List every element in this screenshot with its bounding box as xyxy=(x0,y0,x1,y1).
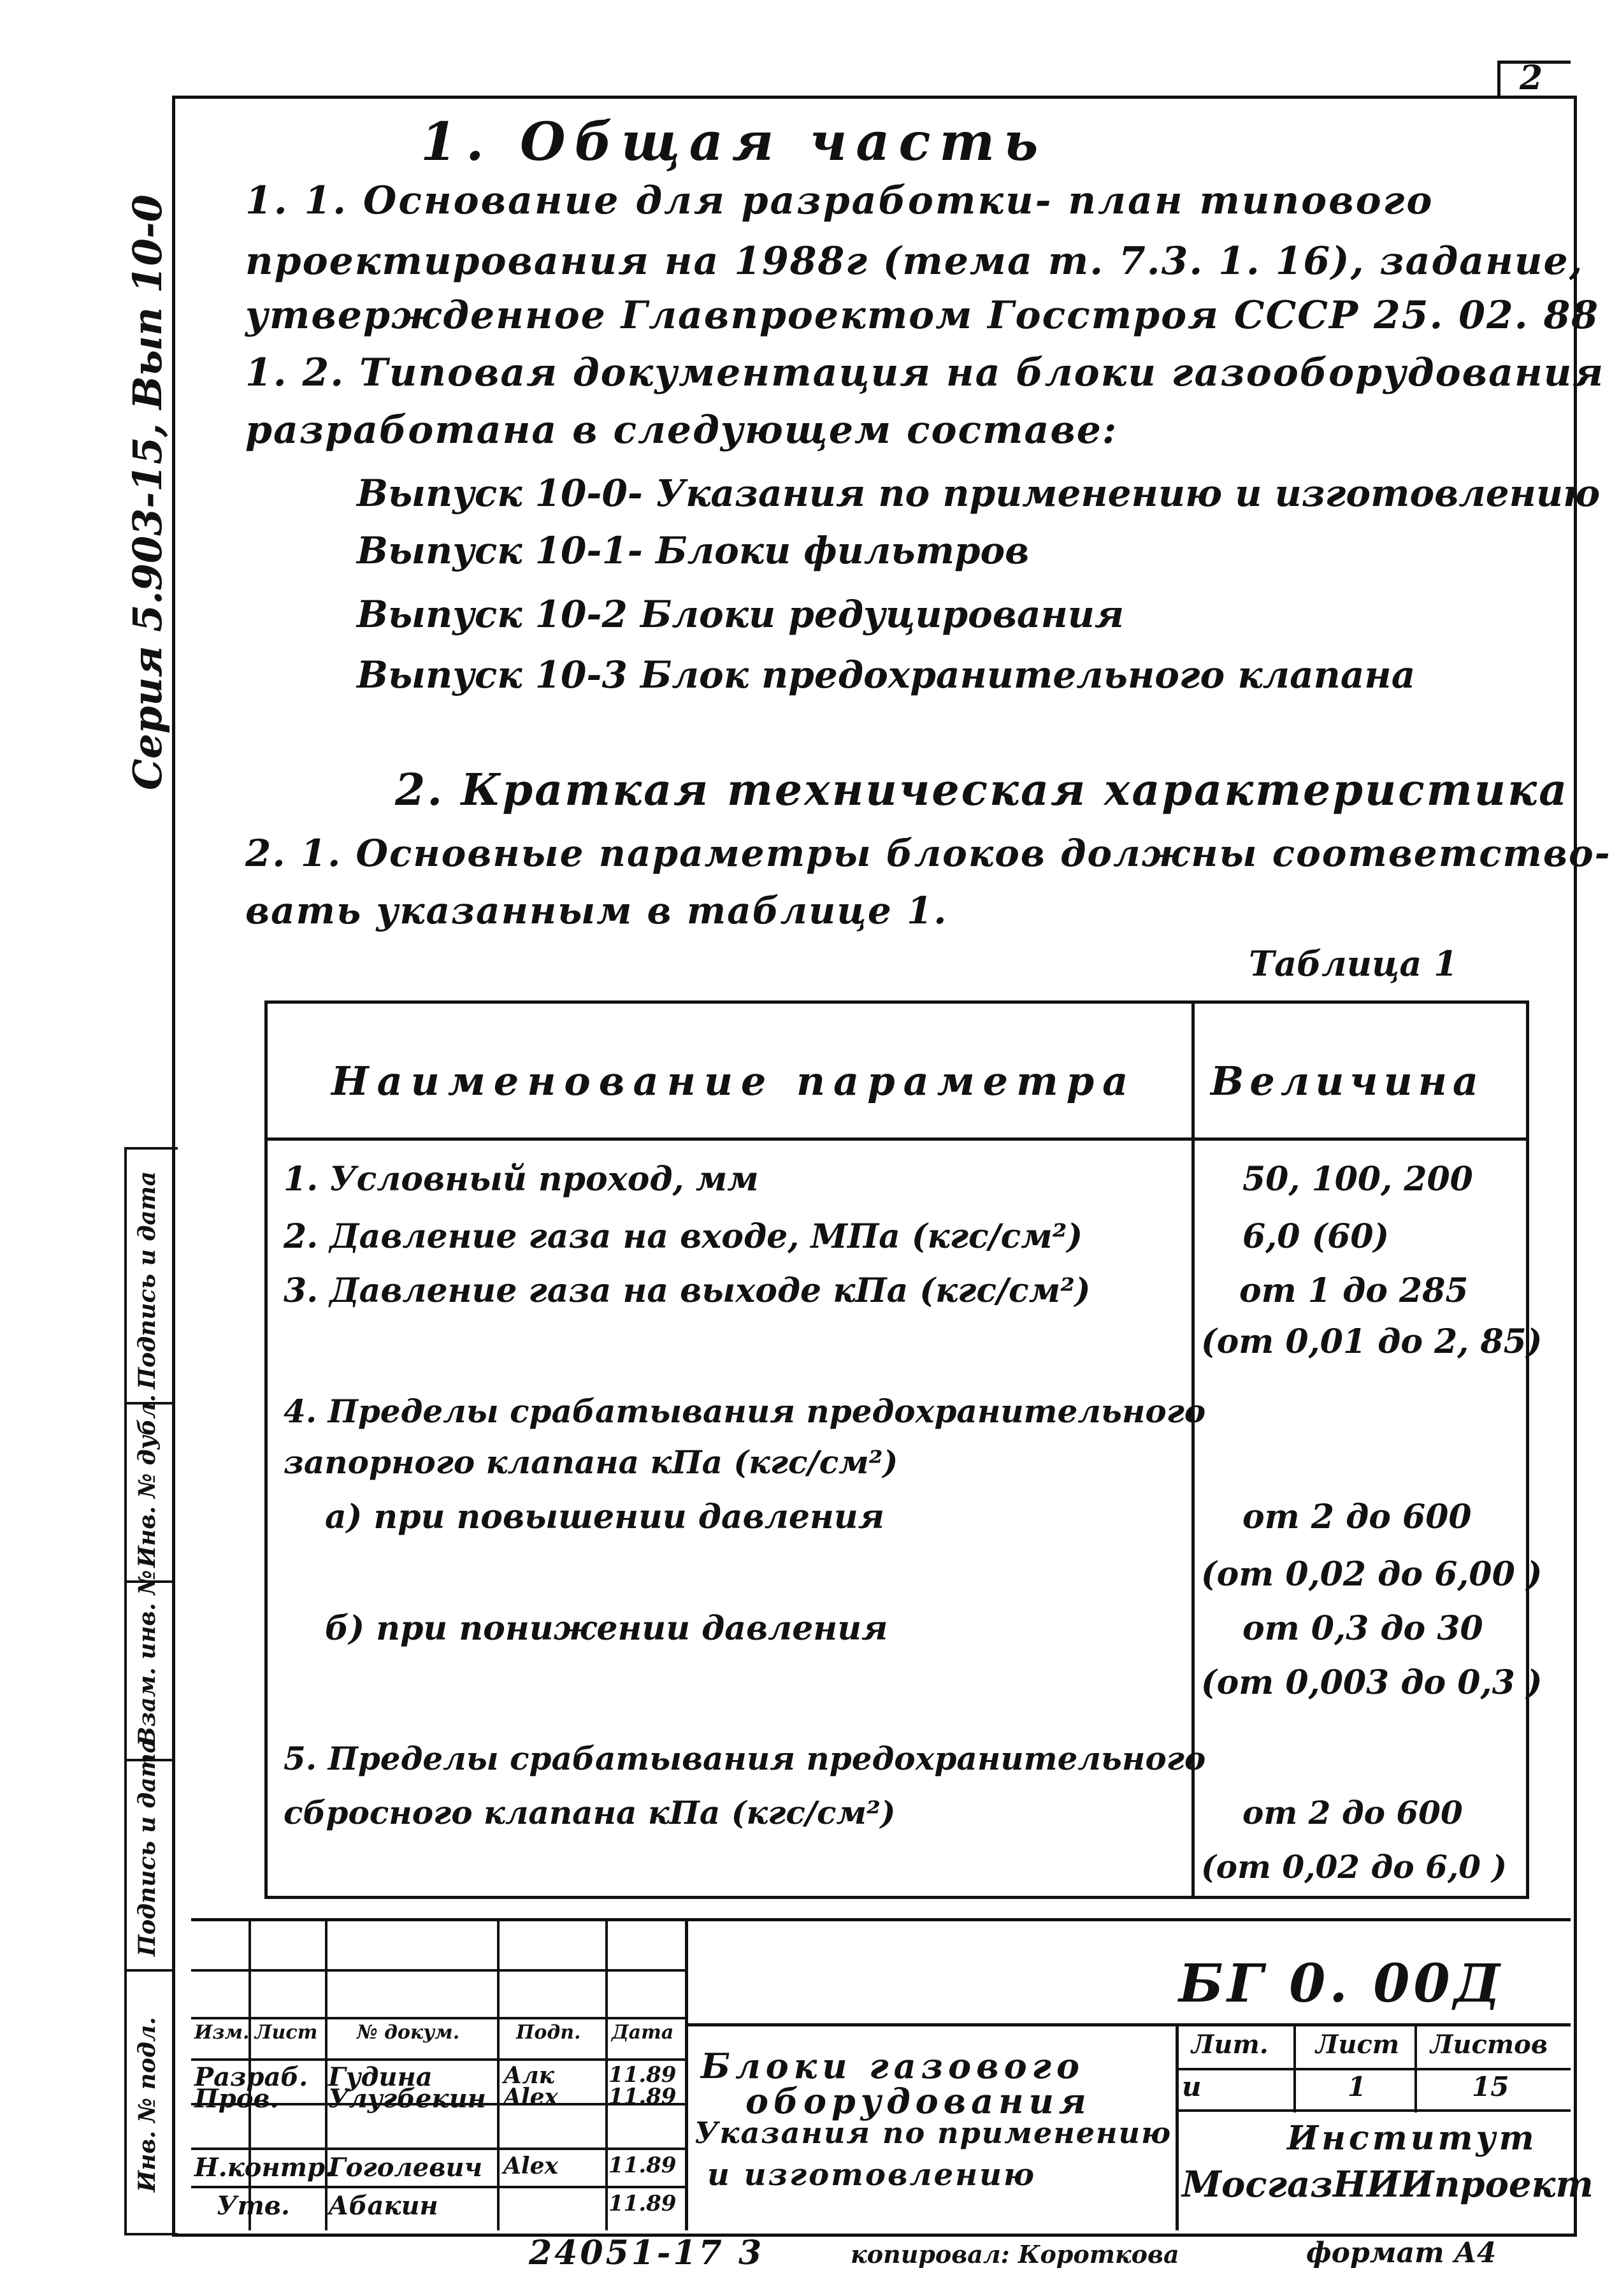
title-block-top xyxy=(191,1918,1571,1921)
grid-line xyxy=(191,2186,685,2188)
stage-value: 15 xyxy=(1472,2071,1509,2102)
stage-header: Лист xyxy=(1316,2030,1400,2060)
paragraph-line: 1. 2. Типовая документация на блоки газооборудования xyxy=(245,350,1605,395)
issue-item: Выпуск 10-0- Указания по применению и изготовлению xyxy=(357,472,1601,515)
grid-line xyxy=(191,1969,685,1972)
stage-header: Лит. xyxy=(1191,2030,1269,2060)
stage-value: и xyxy=(1182,2071,1202,2102)
table-value: (от 0,02 до 6,0 ) xyxy=(1201,1848,1507,1886)
left-stamp-divider xyxy=(124,1969,175,1972)
role-sign: Алк xyxy=(503,2062,555,2089)
table-value: от 1 до 285 xyxy=(1239,1271,1469,1310)
table-value: от 2 до 600 xyxy=(1242,1794,1463,1831)
table-param: сбросного клапана кПа (кгс/см²) xyxy=(284,1794,896,1831)
document-code: БГ 0. 00Д xyxy=(1179,1953,1504,2014)
stage-divider xyxy=(1414,2023,1417,2112)
table-caption: Таблица 1 xyxy=(1249,943,1458,984)
grid-line xyxy=(191,2058,685,2061)
grid-line xyxy=(191,2148,685,2150)
role-label: Разраб. xyxy=(194,2062,308,2092)
doc-title-line: и изготовлению xyxy=(707,2157,1037,2193)
doc-title-line: оборудования xyxy=(745,2081,1091,2121)
table-value: (от 0,003 до 0,3 ) xyxy=(1201,1663,1543,1702)
role-date: 11.89 xyxy=(608,2191,677,2216)
grid-line xyxy=(497,1918,500,2230)
role-name: Улугбекин xyxy=(328,2084,486,2114)
rev-header: Изм. xyxy=(194,2021,250,2044)
doc-title-line: Блоки газового xyxy=(701,2046,1085,2086)
rev-header: Подп. xyxy=(516,2021,581,2044)
table-value: от 0,3 до 30 xyxy=(1242,1609,1483,1648)
organization-line: Институт xyxy=(1287,2119,1537,2158)
issue-item: Выпуск 10-3 Блок предохранительного клапана xyxy=(357,653,1416,697)
footer-format: формат А4 xyxy=(1306,2237,1497,2269)
paragraph-line: утвержденное Главпроектом Госстроя СССР 25. 02. 88 xyxy=(245,293,1600,338)
paragraph-line: 1. 1. Основание для разработки- план типового xyxy=(245,178,1434,223)
table-value: от 2 до 600 xyxy=(1242,1498,1472,1536)
table-param: 2. Давление газа на входе, МПа (кгс/см²) xyxy=(284,1217,1083,1256)
issue-item: Выпуск 10-2 Блоки редуцирования xyxy=(357,593,1125,636)
doc-title-line: Указания по применению xyxy=(694,2116,1172,2150)
role-label: Н.контр. xyxy=(194,2153,334,2183)
stage-divider xyxy=(1176,2109,1571,2112)
stage-value: 1 xyxy=(1348,2071,1367,2102)
table-value: 50, 100, 200 xyxy=(1242,1160,1473,1199)
paragraph-line: разработана в следующем составе: xyxy=(245,408,1118,452)
left-stamp-label: Подпись и дата xyxy=(134,1171,161,1389)
left-stamp-label: Инв. № подл. xyxy=(134,2017,161,2192)
footer-number: 24051-17 3 xyxy=(529,2234,765,2272)
page-number: 2 xyxy=(1520,59,1543,97)
role-name: Абакин xyxy=(328,2191,438,2221)
stage-divider xyxy=(1176,2023,1179,2230)
rev-header: № докум. xyxy=(357,2021,460,2044)
left-stamp-label: Взам. инв. № xyxy=(134,1570,161,1746)
table-header-param: Наименование параметра xyxy=(331,1058,1137,1104)
role-date: 11.89 xyxy=(608,2062,677,2088)
table-value: (от 0,01 до 2, 85) xyxy=(1201,1322,1543,1361)
table-param: б) при понижении давления xyxy=(325,1609,888,1648)
table-header-value: Величина xyxy=(1211,1058,1485,1104)
issue-item: Выпуск 10-1- Блоки фильтров xyxy=(357,529,1030,572)
paragraph-line: 2. 1. Основные параметры блоков должны соответство- xyxy=(245,832,1611,875)
footer-copied: копировал: Короткова xyxy=(851,2240,1179,2269)
grid-line xyxy=(191,2017,685,2019)
series-label: Серия 5.903-15, Вып 10-0 xyxy=(124,194,171,790)
table-param: а) при повышении давления xyxy=(325,1498,885,1536)
role-date: 11.89 xyxy=(608,2084,677,2109)
role-sign: Alex xyxy=(503,2153,558,2179)
role-label: Утв. xyxy=(217,2191,290,2221)
table-param: 1. Условный проход, мм xyxy=(284,1160,759,1199)
table-value: (от 0,02 до 6,00 ) xyxy=(1201,1555,1543,1594)
role-name: Гудина xyxy=(328,2062,433,2092)
role-sign: Alex xyxy=(503,2084,558,2111)
table-param: запорного клапана кПа (кгс/см²) xyxy=(284,1443,898,1481)
title-block-left-divider xyxy=(685,1918,688,2230)
role-label: Пров. xyxy=(194,2084,279,2114)
grid-line xyxy=(605,1918,608,2230)
table-value: 6,0 (60) xyxy=(1242,1217,1390,1256)
table-param: 4. Пределы срабатывания предохранительного xyxy=(284,1392,1206,1430)
grid-line xyxy=(325,1918,327,2230)
role-name: Гоголевич xyxy=(328,2153,483,2183)
title-block-code-divider xyxy=(685,2023,1571,2026)
table-param: 5. Пределы срабатывания предохранительного xyxy=(284,1740,1206,1777)
stage-divider xyxy=(1176,2068,1571,2070)
section1-title: 1. Общая часть xyxy=(421,112,1047,173)
table-header-divider xyxy=(264,1137,1526,1141)
role-date: 11.89 xyxy=(608,2153,677,2178)
rev-header: Дата xyxy=(612,2021,674,2044)
section2-title: 2. Краткая техническая характеристика xyxy=(395,765,1569,816)
stage-divider xyxy=(1293,2023,1296,2112)
paragraph-line: проектирования на 1988г (тема т. 7.3. 1. 16), задание, xyxy=(245,239,1584,284)
left-stamp-label: Инв. № дубл. xyxy=(134,1394,161,1568)
left-stamp-label: Подпись и дата xyxy=(134,1738,161,1956)
paragraph-line: вать указанным в таблице 1. xyxy=(245,889,948,932)
table-param: 3. Давление газа на выходе кПа (кгс/см²) xyxy=(284,1271,1091,1310)
rev-header: Лист xyxy=(255,2021,318,2044)
stage-header: Листов xyxy=(1430,2030,1548,2060)
organization-line: МосгазНИИпроект xyxy=(1182,2163,1594,2206)
